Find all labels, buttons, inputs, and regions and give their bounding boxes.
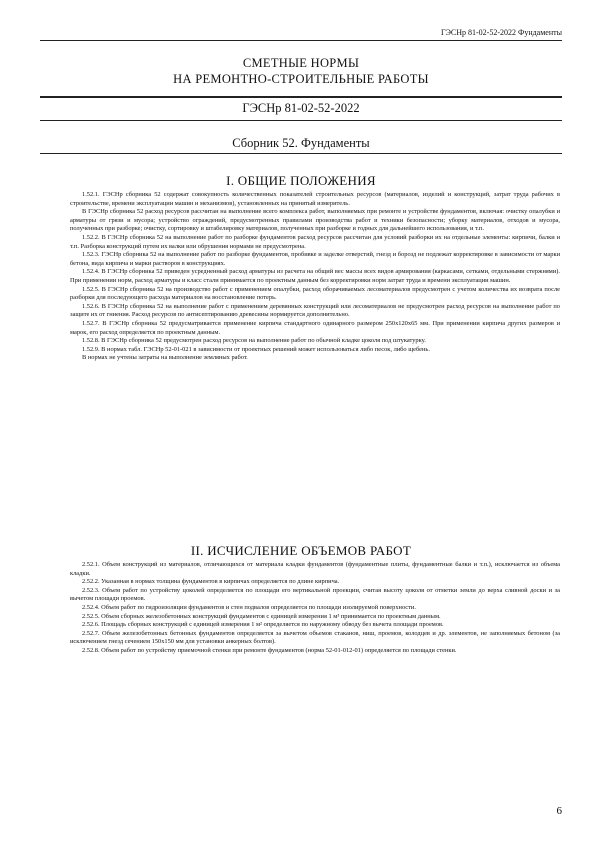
document-code: ГЭСНр 81-02-52-2022 <box>242 101 360 115</box>
section-body-general <box>70 191 560 363</box>
code-top-rule <box>40 96 562 98</box>
paragraph: 1.52.6. В ГЭСНр сборника 52 на выполнение работ с применением деревянных конструкций или лесоматериалов не предусмотрен расход ресурсов на выполнение работ по защите их от гниения. Расход ресурсов по антисептированию древесины нормируется дополнительно. <box>70 302 560 319</box>
paragraph: 2.52.1. Объем конструкций из материалов, отличающихся от материала кладки фундаментов (фундаментные плиты, фундаментные балки и т.п.), исключается из объема кладки. <box>70 561 560 577</box>
header-divider <box>40 40 562 41</box>
paragraph: 2.52.8. Объем работ по устройству приемочной стенки при ремонте фундаментов (норма 52-01-012-01) определяется по площади стенки. <box>82 646 457 654</box>
paragraph: 1.52.9. В нормах табл. ГЭСНр 52-01-021 в зависимости от проектных решений может использоваться либо песок, либо щебень. <box>82 345 430 353</box>
paragraph: 1.52.8. В ГЭСНр сборника 52 предусмотрен расход ресурсов на выполнение работ по обычной кладке цоколя под штукатурку. <box>82 337 426 345</box>
collection-rule <box>40 153 562 154</box>
page-number: 6 <box>556 805 562 817</box>
paragraph: 1.52.2. В ГЭСНр сборника 52 на выполнение работ по разборке фундаментов расход ресурсов рассчитан для условий разборки их на отдельные элементы: кирпичи, балки и т.п. Разборка конструкций путем их валки или обрушения нормами не предусмотрена. <box>70 233 560 250</box>
code-bottom-rule <box>40 120 562 121</box>
paragraph: 1.52.3. ГЭСНр сборника 52 на выполнение работ по разборке фундаментов, пробивке и заделке отверстий, гнезд и борозд не подлежат корректировке в зависимости от марки бетона, вида кирпича и марки растворов в конструкциях. <box>70 251 560 267</box>
title-line-2: НА РЕМОНТНО-СТРОИТЕЛЬНЫЕ РАБОТЫ <box>173 72 429 86</box>
title-line-1: СМЕТНЫЕ НОРМЫ <box>242 56 360 70</box>
paragraph: 2.52.2. Указанная в нормах толщина фундаментов в кирпичах определяется по длине кирпича. <box>82 578 340 586</box>
paragraph: В нормах не учтены затраты на выполнение земляных работ. <box>82 354 248 362</box>
section-heading-volumes: II. ИСЧИСЛЕНИЕ ОБЪЕМОВ РАБОТ <box>190 543 412 558</box>
paragraph: 2.52.3. Объем работ по устройству цоколей определяется по площади его вертикальной проекции, считая высоту цоколя от отметки земли до верха сливной доски и за вычетом площади проемов. <box>70 586 560 603</box>
paragraph: 1.52.7. В ГЭСНр сборника 52 предусматривается применение кирпича стандартного одинарного размером 250х120х65 мм. При применении кирпича других размеров и марок, его расход определяется по проектным данным. <box>70 319 560 336</box>
paragraph: 1.52.5. В ГЭСНр сборника 52 на производство работ с применением опалубки, расход оборачиваемых лесоматериалов предусмотрен с учетом количества их возврата после разборки для последующего расхода материалов на восстановление потерь. <box>70 285 560 302</box>
paragraph: 2.52.6. Площадь сборных конструкций с единицей измерения 1 м² определяется по наружному обводу без вычета площади проемов. <box>82 621 444 629</box>
paragraph: В ГЭСНр сборника 52 расход ресурсов рассчитан на выполнение всего комплекса работ, выполняемых при ремонте и устройстве фундаментов, включая: очистку опалубки и арматуры от грязи и мусора; устройство ограждений, предусмотренных правилами производства работ и техники безопасности; уборку материалов, отходов и мусора, полученных при разборке; очистку, сортировку и штабелировку материалов, полученных при разборке и годных для дальнейшего использования, и т.п. <box>70 208 560 233</box>
collection-title: Сборник 52. Фундаменты <box>232 136 370 150</box>
paragraph: 2.52.5. Объем сборных железобетонных конструкций фундаментов с единицей измерения 1 м³ принимается по проектным данным. <box>82 612 441 620</box>
section-heading-general: I. ОБЩИЕ ПОЛОЖЕНИЯ <box>226 173 376 188</box>
paragraph: 1.52.1. ГЭСНр сборника 52 содержат совокупность количественных показателей строительных ресурсов (материалов, изделий и конструкций, затрат труда рабочих в строительстве, времени эксплуатации машин и механизмов), установленных на принятый измеритель. <box>70 191 560 207</box>
paragraph: 1.52.4. В ГЭСНр сборника 52 приведен усредненный расход арматуры из расчета на общий вес массы всех видов армирования (каркасами, сетками, отдельными стержнями). При применении норм, расход арматуры и класс стали принимается по проектным данным без корректировки норм затрат труда и времени эксплуатации машин. <box>70 268 560 284</box>
running-header: ГЭСНр 81-02-52-2022 Фундаменты <box>441 28 562 37</box>
document-title <box>40 55 562 87</box>
paragraph: 2.52.4. Объем работ по гидроизоляции фундаментов и стен подвалов определяется по площади изолируемой поверхности. <box>82 603 416 611</box>
section-body-volumes <box>70 561 560 656</box>
paragraph: 2.52.7. Объем железобетонных бетонных фундаментов определяется за вычетом объемов стаканов, ниш, проемов, колодцев и др. элементов, не заполняемых бетоном (за исключением гнезд сечением 150х150 мм для установки анкерных болтов). <box>70 629 560 646</box>
